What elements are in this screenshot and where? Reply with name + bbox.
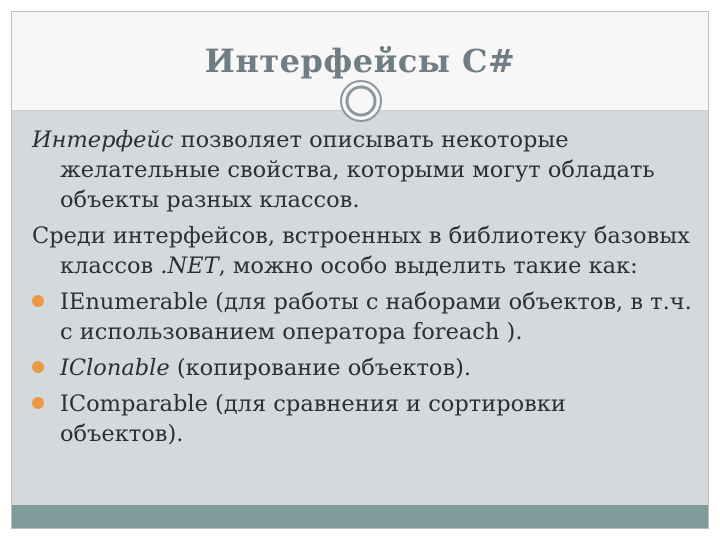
bullet-dot-icon [32,295,44,307]
bullet-icomparable [32,389,696,449]
bullet-text: IEnumerable (для работы с наборами объектов, в т.ч. с использованием оператора foreach ). [60,289,692,345]
bullet-text: (копирование объектов). [169,355,472,381]
bullet-text: IComparable (для сравнения и сортировки объектов). [60,391,566,447]
slide-title: Интерфейсы C# [204,42,516,80]
paragraph-italic-lead: Интерфейс [32,127,174,153]
paragraph-interface-definition [32,125,696,215]
bullet-dot-icon [32,361,44,373]
paragraph-italic: .NET [160,253,219,279]
paragraph-text: , можно особо выделить такие как: [218,253,638,279]
slide-body [32,125,696,455]
bottom-band [12,505,708,528]
bullet-italic-lead: IClonable [60,355,170,381]
bullet-ienumerable [32,287,696,347]
bullet-iclonable [32,353,696,383]
circle-ornament-icon [339,79,383,123]
slide [11,11,709,529]
paragraph-lead: Среди интерфейсов, встроенных в библиотеку базовых классов [32,223,690,279]
paragraph-text: позволяет описывать некоторые желательные свойства, которыми могут обладать объекты разных классов. [60,127,655,213]
paragraph-builtin-interfaces [32,221,696,281]
bullet-dot-icon [32,397,44,409]
